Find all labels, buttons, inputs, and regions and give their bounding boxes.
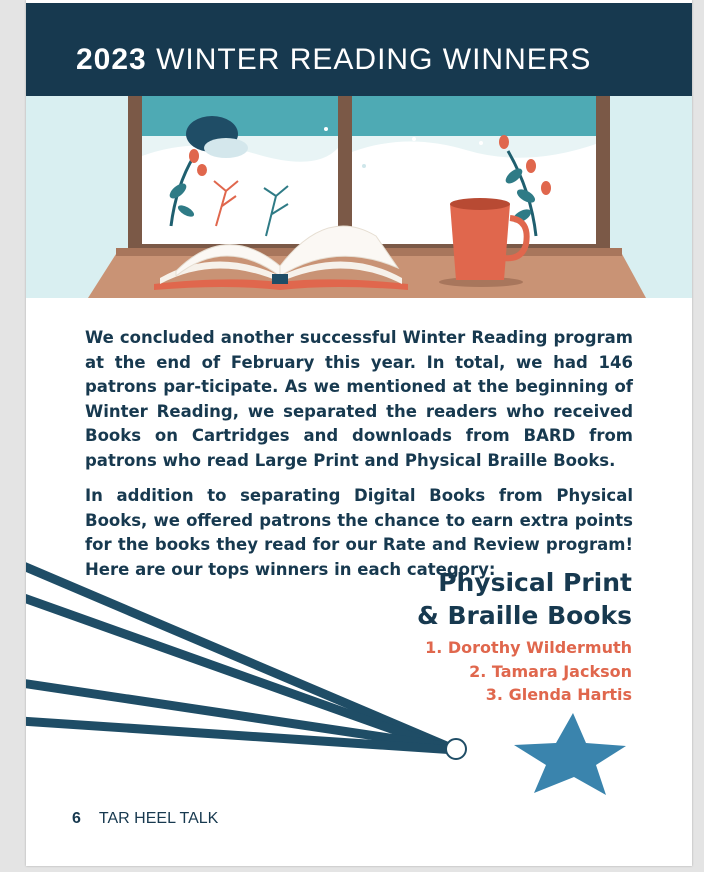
category-title-line2: & Braille Books bbox=[416, 601, 632, 630]
winter-window-illustration bbox=[26, 96, 692, 298]
title-text: WINTER READING WINNERS bbox=[156, 43, 592, 76]
title-year: 2023 bbox=[76, 43, 147, 76]
page-title bbox=[76, 43, 591, 77]
page-header bbox=[26, 3, 692, 96]
category-title-line1: Physical Print bbox=[438, 568, 632, 597]
category-title bbox=[417, 566, 632, 632]
page-number: 6 bbox=[72, 810, 81, 827]
newsletter-page bbox=[26, 0, 692, 866]
article-paragraph: We concluded another successful Winter Reading program at the end of February this year. In total, we had 146 patrons par-ticipate. As we mentioned at the beginning of Winter Reading, we separated the readers who received Books on Cartridges and downloads from BARD from patrons who read Large Print and Physical Braille Books. bbox=[85, 328, 633, 470]
publication-name: TAR HEEL TALK bbox=[98, 810, 219, 827]
winner-item: 1. Dorothy Wildermuth bbox=[425, 638, 632, 657]
star-icon bbox=[514, 713, 626, 795]
winners-list bbox=[425, 636, 632, 707]
winner-item: 2. Tamara Jackson bbox=[469, 661, 632, 681]
page-footer bbox=[72, 810, 218, 828]
article-body bbox=[85, 326, 633, 593]
winner-item: 3. Glenda Hartis bbox=[485, 685, 632, 704]
article-paragraph: In addition to separating Digital Books from Physical Books, we offered patrons the chance to earn extra points for the books they read for our Rate and Review program! Here are our tops winners in each category: bbox=[85, 486, 633, 579]
